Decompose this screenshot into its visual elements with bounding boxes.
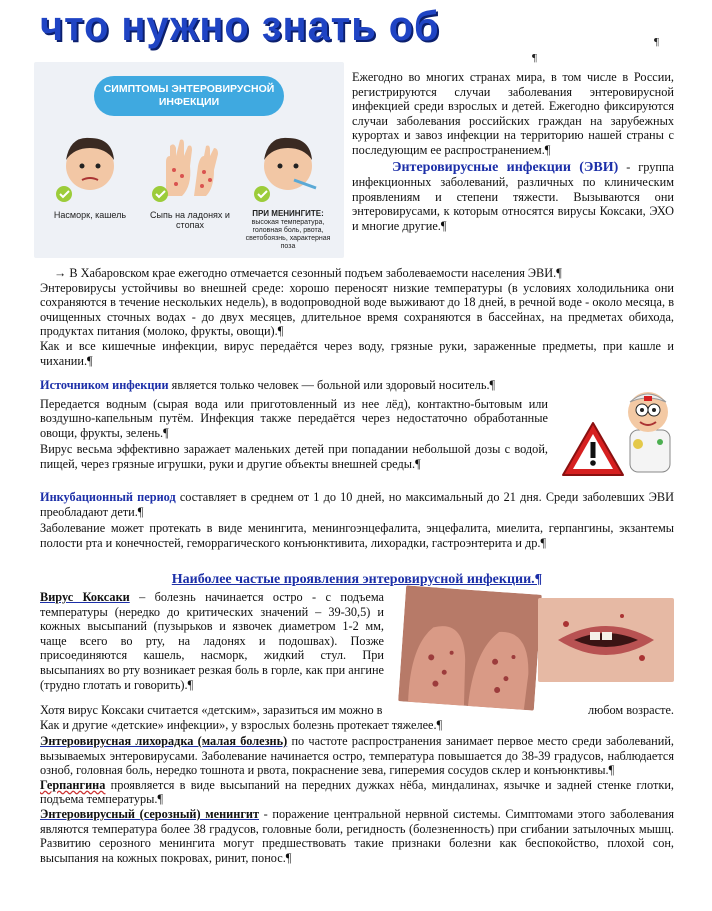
meningitis-label: Энтеровирусный (серозный) менингит xyxy=(40,806,260,821)
body-text xyxy=(40,266,674,368)
intro-text: Ежегодно во многих странах мира, в том числе в России, регистрируются случаи заболевания энтеровирусной инфекцией среди взрослых и детей. Ежегодно фиксируются случаи заболевания российских граждан на зарубежных курортах и завоз инфекции на территорию нашей страны с последующим ее распространением.¶ xyxy=(352,70,674,157)
fever-text: по частоте распространения занимает первое место среди заболеваний, вызываемых энтеровирусами. Заболевание начинается остро, температура повышается до 38-39 градусов, наблюдается озноб, головная боль, нередко тошнота и рвота, покраснение зева, гиперемия сосудов склер и конъюнктивы.¶ xyxy=(40,734,674,778)
forms-section xyxy=(40,734,674,865)
infographic-banner: СИМПТОМЫ ЭНТЕРОВИРУСНОЙ ИНФЕКЦИИ xyxy=(94,76,284,116)
herpangina-text: проявляется в виде высыпаний на передних дужках нёба, миндалинах, язычке и задней стенке глотки, подъема температуры.¶ xyxy=(40,777,674,807)
coxsackie-age-text: Хотя вирус Коксаки считается «детским», заразиться им можно в xyxy=(40,703,383,717)
section-heading-wrap xyxy=(40,572,674,588)
rash-hands-icon xyxy=(148,126,228,206)
meningitis-caption-title: ПРИ МЕНИНГИТЕ: xyxy=(252,209,324,218)
herpangina-label: Герпангина xyxy=(40,777,106,792)
sick-child-icon xyxy=(50,126,130,206)
meningitis-text: - поражение центральной нервной системы. Симптомами этого заболевания являются температура более 38 градусов, головные боли, регидность (болезненность) при сгибании затылочных мышц. Развитию серозного менингита могут предшествовать такие признаки болезни как беспокойство, плохой сон, высыпания на кожных покровах, ринит, понос.¶ xyxy=(40,806,674,865)
incubation-text: составляет в среднем от 1 до 10 дней, но максимальный до 21 дня. Среди заболевших ЭВИ преобладают дети.¶ xyxy=(40,490,675,519)
incubation-section xyxy=(40,490,674,550)
children-paragraph: Вирус весьма эффективно заражает маленьких детей при попадании небольшой дозы с водой, пищей, через грязные игрушки, руки и другие объекты внешней среды.¶ xyxy=(40,442,548,471)
pilcrow-mark: ¶ xyxy=(654,36,659,48)
meningitis-child-icon xyxy=(248,126,328,206)
fever-label: Энтеровирусная лихорадка (малая болезнь) xyxy=(40,734,288,748)
coxsackie-adults: Как и другие «детские» инфекции», у взрослых болезнь протекает тяжелее.¶ xyxy=(40,717,443,732)
symptom-caption: Насморк, кашель xyxy=(53,210,127,220)
doctor-mascot-icon xyxy=(618,382,680,478)
khabarovsk-note: → В Хабаровском крае ежегодно отмечается сезонный подъем заболеваемости населения ЭВИ.¶ xyxy=(54,266,562,280)
evi-heading: Энтеровирусные инфекции (ЭВИ) xyxy=(392,159,619,175)
source-label: Источником инфекции xyxy=(40,378,169,392)
resistance-paragraph: Энтеровирусы устойчивы во внешней среде: хорошо переносят низкие температуры (в условиях холодильника они сохраняются в течение нескольких недель), в водопроводной воде выживают до 18 дней, в речной воде - около месяца, в очищенных сточных водах - до двух месяцев, длительное время сохраняются в бассейнах, на предметах обихода, продуктах питания (молоко, фрукты, овощи).¶ xyxy=(40,280,674,339)
symptom-caption xyxy=(240,210,336,251)
symptoms-infographic xyxy=(34,62,344,258)
warning-sign-icon xyxy=(560,420,626,478)
evi-definition: - группа инфекционных заболеваний, различных по клиническим проявлениям и степени тяжести. Вызываются они энтеровирусами, к которым относятся вирусы Коксаки, ЭХО и многие другие.¶ xyxy=(352,159,674,233)
coxsackie-section xyxy=(40,590,384,692)
coxsackie-text: – болезнь начинается остро - с подъема температуры (нередко до критических значений – 39-30,5) и кожных высыпаний (пузырьков и язвочек диаметром 1-2 мм, чаще всего во рту, на ладонях и подошвах). Позже присоединяются кашель, насморк, жидкий стул. При высыпаниях во рту возникает резкая боль в горле, как при ангине (трудно глотать и говорить).¶ xyxy=(40,590,384,692)
section-heading: Наиболее частые проявления энтеровирусной инфекции.¶ xyxy=(171,572,543,587)
pilcrow-mark: ¶ xyxy=(532,52,537,64)
incubation-label: Инкубационный период xyxy=(40,490,176,504)
intro-paragraph xyxy=(352,70,674,234)
coxsackie-age-end: любом возрасте. xyxy=(587,703,674,717)
source-section xyxy=(40,378,548,472)
rash-lips-photo xyxy=(538,598,674,682)
transmission-paragraph: Как и все кишечные инфекции, вирус передаётся через воду, грязные руки, зараженные предметы, при кашле и чихании.¶ xyxy=(40,338,674,368)
source-text: является только человек — больной или здоровый носитель.¶ xyxy=(168,378,496,392)
coxsackie-label: Вирус Коксаки xyxy=(40,590,130,604)
meningitis-caption-body: высокая температура, головная боль, рвота, светобоязнь, характерная поза xyxy=(245,219,331,250)
rash-palms-photo xyxy=(398,585,542,710)
page-title: что нужно знать об xyxy=(40,2,440,49)
coxsackie-age-line xyxy=(40,703,674,732)
ways-paragraph: Передается водным (сырая вода или приготовленный из нее лёд), контактно-бытовым или воздушно-капельным путём. Инфекция также передаётся через недостаточно обработанные овощи, фрукты, зелень.¶ xyxy=(40,396,548,440)
forms-paragraph: Заболевание может протекать в виде менингита, менингоэнцефалита, энцефалита, миелита, герпангины, экзантемы полости рта и конечностей, геморрагического конъюнктивита, лихорадки, гастроэнтерита и др.¶ xyxy=(40,521,674,550)
symptom-caption: Сыпь на ладонях и стопах xyxy=(150,210,230,230)
